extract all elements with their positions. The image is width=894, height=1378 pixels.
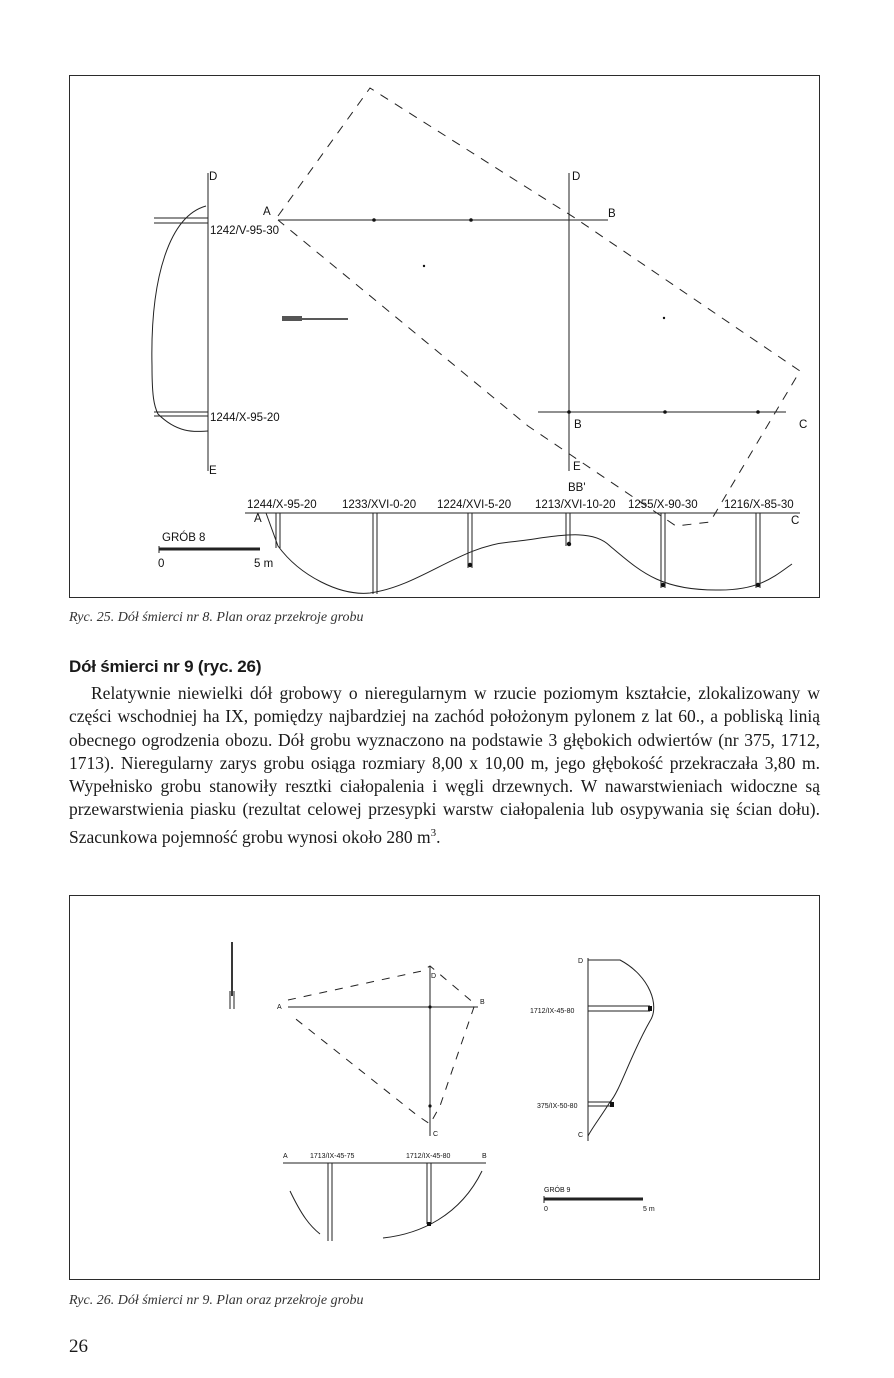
grave-9-plan-and-sections <box>70 896 819 1279</box>
section-ab-label-a: A <box>283 1153 288 1160</box>
figure-25-drawing <box>69 75 820 598</box>
plan-label-b: B <box>480 999 485 1006</box>
legend-title: GRÓB 8 <box>162 532 206 544</box>
figure-25-caption: Ryc. 25. Dół śmierci nr 8. Plan oraz przekroje grobu <box>69 610 364 625</box>
profile-ab-right <box>383 1171 482 1238</box>
label-b-top: B <box>608 208 616 220</box>
label-bb: BB' <box>568 482 586 494</box>
label-b-middle: B <box>574 419 582 431</box>
page-number: 26 <box>69 1336 88 1357</box>
section-dc-label-c: C <box>578 1132 584 1139</box>
section-dc-label-d: D <box>578 958 584 965</box>
section-bore-label-1: 1244/X-95-20 <box>247 499 317 511</box>
north-arrow-icon <box>230 942 234 1009</box>
body-paragraph <box>69 682 820 849</box>
label-e-middle: E <box>573 461 581 473</box>
profile-ab-left <box>290 1191 320 1234</box>
bore-label-1242: 1242/V-95-30 <box>210 225 280 237</box>
label-a: A <box>263 206 271 218</box>
section-ab-bore-1712: 1712/IX-45-80 <box>406 1153 451 1160</box>
label-d-middle: D <box>572 171 581 183</box>
section-bore-label-4: 1213/XVI-10-20 <box>535 499 616 511</box>
scale-start: 0 <box>158 558 165 570</box>
section-bore-label-6: 1216/X-85-30 <box>724 499 794 511</box>
grave-8-plan-and-sections <box>70 76 819 597</box>
unit-superscript: 3 <box>430 826 437 839</box>
section-label-a: A <box>254 513 262 525</box>
section-bore-label-2: 1233/XVI-0-20 <box>342 499 417 511</box>
label-d-left: D <box>209 171 218 183</box>
paragraph-end: . <box>436 826 441 847</box>
profile-de-left <box>152 206 208 431</box>
section-bore-label-5: 1255/X-90-30 <box>628 499 698 511</box>
section-dc-bore-1712: 1712/IX-45-80 <box>530 1008 575 1015</box>
plan-label-a: A <box>277 1004 282 1011</box>
section-ab-label-b: B <box>482 1153 487 1160</box>
section-profile-ac <box>266 513 792 593</box>
legend-title: GRÓB 9 <box>544 1187 571 1194</box>
label-c: C <box>799 419 808 431</box>
section-label-c: C <box>791 515 800 527</box>
plan-label-d: D <box>431 973 437 980</box>
paragraph-text: Relatywnie niewielki dół grobowy o nieregularnym w rzucie poziomym kształcie, zlokalizowany w części wschodniej ha IX, pomiędzy najbardziej na zachód położonym pylonem z lat 60., a pobliską linią obecnego ogrodzenia obozu. Dół grobu wyznaczono na podstawie 3 głębokich odwiertów (nr 375, 1712, 1713). Nieregularny zarys grobu osiąga rozmiary 8,00 x 10,00 m, jego głębokość przekraczała 3,80 m. Wypełnisko grobu stanowiły resztki ciałopalenia i węgli drzewnych. W nawarstwieniach widoczne są przewarstwienia piasku (rezultat celowej przesypki warstw ciałopalenia lub osypywania się ścian dołu). Szacunkowa pojemność grobu wynosi około 280 m <box>69 683 820 847</box>
label-e-left: E <box>209 465 217 477</box>
scale-start: 0 <box>544 1206 548 1213</box>
section-heading: Dół śmierci nr 9 (ryc. 26) <box>69 657 262 676</box>
scale-end: 5 m <box>254 558 274 570</box>
section-ab-bore-1713: 1713/IX-45-75 <box>310 1153 355 1160</box>
scale-end: 5 m <box>643 1206 655 1213</box>
figure-26-drawing <box>69 895 820 1280</box>
section-bore-label-3: 1224/XVI-5-20 <box>437 499 512 511</box>
plan-label-c: C <box>433 1131 439 1138</box>
pit-outline-dashed <box>288 966 475 1124</box>
section-dc-bore-375: 375/IX-50-80 <box>537 1103 578 1110</box>
profile-dc <box>588 960 654 1136</box>
figure-26-caption: Ryc. 26. Dół śmierci nr 9. Plan oraz przekroje grobu <box>69 1293 364 1308</box>
pit-outline-dashed <box>278 88 800 526</box>
bore-label-1244: 1244/X-95-20 <box>210 412 280 424</box>
